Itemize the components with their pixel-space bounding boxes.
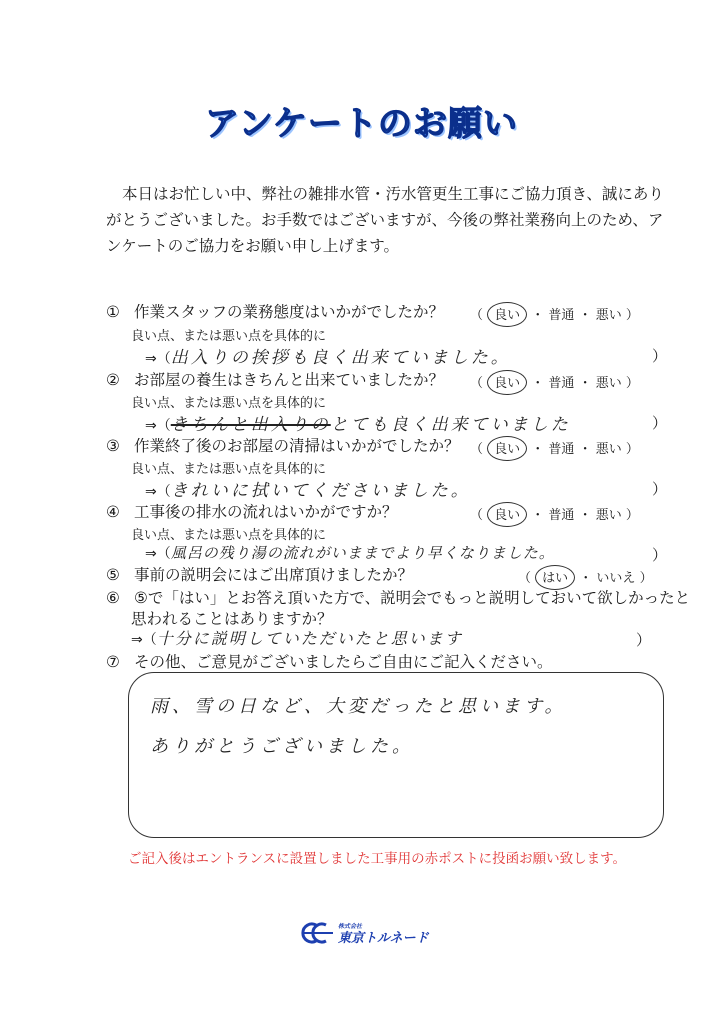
arrow-open: ⇒（ (145, 351, 171, 367)
q3-choice-good-selected[interactable]: 良い (487, 436, 527, 461)
q3-choice-normal[interactable]: 普通 (548, 442, 575, 457)
q1-answer-line (145, 343, 511, 368)
q3-answer-line (145, 476, 471, 501)
q2-choice-normal[interactable]: 普通 (548, 376, 575, 391)
arrow-open: ⇒（ (145, 418, 171, 434)
question-text: 事前の説明会にはご出席頂けましたか？ (134, 566, 414, 584)
q3-sub-prompt: 良い点、または悪い点を具体的に (131, 462, 327, 477)
q6-answer[interactable]: 十分に説明していただいたと思います (156, 629, 463, 648)
arrow-open: ⇒（ (145, 484, 171, 500)
q1-choice-normal[interactable]: 普通 (548, 308, 575, 323)
q2-choices: （ 良い ・ 普通 ・ 悪い ） (470, 370, 639, 395)
q2-answer[interactable]: とても良く出来ていました (330, 415, 571, 435)
q1-sub-prompt: 良い点、または悪い点を具体的に (131, 329, 327, 344)
q5-choice-no[interactable]: いいえ (596, 571, 636, 586)
question-text: 工事後の排水の流れはいかがですか？ (134, 503, 398, 521)
q4-answer[interactable]: 風呂の残り湯の流れがいままでより早くなりました。 (170, 544, 555, 562)
q3-answer[interactable]: きれいに拭いてくださいました。 (170, 481, 471, 501)
q6-paren-close: ） (636, 631, 652, 649)
q6-text-line2: 思われることはありますか？ (131, 610, 333, 628)
question-5 (106, 563, 413, 585)
question-number: ② (106, 371, 120, 389)
q4-choice-normal[interactable]: 普通 (548, 508, 575, 523)
question-1 (106, 300, 444, 322)
question-number: ④ (106, 503, 120, 521)
q1-choices: （ 良い ・ 普通 ・ 悪い ） (470, 302, 639, 327)
q2-choice-bad[interactable]: 悪い (595, 376, 622, 391)
q5-choice-yes-selected[interactable]: はい (535, 565, 575, 590)
company-name-block (338, 921, 429, 945)
q1-paren-close: ） (652, 347, 668, 365)
q2-struck-text: きちんと出入りの (170, 415, 331, 435)
question-number: ⑦ (106, 653, 120, 671)
question-text: お部屋の養生はきちんと出来ていましたか？ (134, 371, 445, 389)
q3-choices: （ 良い ・ 普通 ・ 悪い ） (470, 436, 639, 461)
comment-line-2[interactable]: ありがとうございました。 (150, 736, 414, 757)
question-number: ① (106, 303, 120, 321)
question-text-line1: ⑤で「はい」とお答え頂いた方で、説明会でもっと説明しておいて欲しかったと (134, 589, 691, 607)
arrow-open: ⇒（ (145, 546, 171, 562)
footer-note: ご記入後はエントランスに設置しました工事用の赤ポストに投函お願い致します。 (128, 851, 627, 867)
q2-sub-prompt: 良い点、または悪い点を具体的に (131, 396, 327, 411)
question-text: 作業終了後のお部屋の清掃はいかがでしたか？ (134, 437, 460, 455)
question-number: ③ (106, 437, 120, 455)
page-title: アンケートのお願い (205, 104, 518, 144)
question-number: ⑤ (106, 566, 120, 584)
q4-sub-prompt: 良い点、または悪い点を具体的に (131, 528, 327, 543)
question-number: ⑥ (106, 589, 120, 607)
intro-paragraph: 本日はお忙しい中、弊社の雑排水管・汚水管更生工事にご協力頂き、誠にありがとうございました。お手数ではございますが、今後の弊社業務向上のため、アンケートのご協力をお願い申し上げます。 (106, 185, 664, 255)
question-3 (106, 434, 460, 456)
q1-answer[interactable]: 出入りの挨拶も良く出来ていました。 (170, 348, 511, 368)
company-type: 株式会社 (338, 923, 363, 930)
q2-answer-line (145, 410, 571, 435)
company-logo (300, 921, 429, 945)
company-name: 東京トルネード (338, 931, 429, 946)
q3-paren-close: ） (652, 480, 668, 498)
q4-paren-close: ） (652, 546, 668, 564)
q2-choice-good-selected[interactable]: 良い (487, 370, 527, 395)
question-text: 作業スタッフの業務態度はいかがでしたか？ (134, 303, 445, 321)
comment-line-1[interactable]: 雨、雪の日など、大変だったと思います。 (150, 696, 567, 717)
q4-answer-line (145, 542, 555, 563)
q4-choice-good-selected[interactable]: 良い (487, 502, 527, 527)
question-6 (106, 586, 690, 608)
q4-choice-bad[interactable]: 悪い (595, 508, 622, 523)
q6-answer-line (131, 626, 463, 649)
question-2 (106, 368, 444, 390)
company-logo-icon (300, 922, 334, 944)
q5-choices: （ はい ・ いいえ ） (518, 565, 653, 590)
arrow-open: ⇒（ (131, 632, 157, 648)
question-7 (106, 650, 553, 672)
q2-paren-close: ） (652, 414, 668, 432)
question-4 (106, 500, 398, 522)
q1-choice-bad[interactable]: 悪い (595, 308, 622, 323)
q4-choices: （ 良い ・ 普通 ・ 悪い ） (470, 502, 639, 527)
q3-choice-bad[interactable]: 悪い (595, 442, 622, 457)
q1-choice-good-selected[interactable]: 良い (487, 302, 527, 327)
question-text: その他、ご意見がございましたらご自由にご記入ください。 (134, 653, 553, 671)
